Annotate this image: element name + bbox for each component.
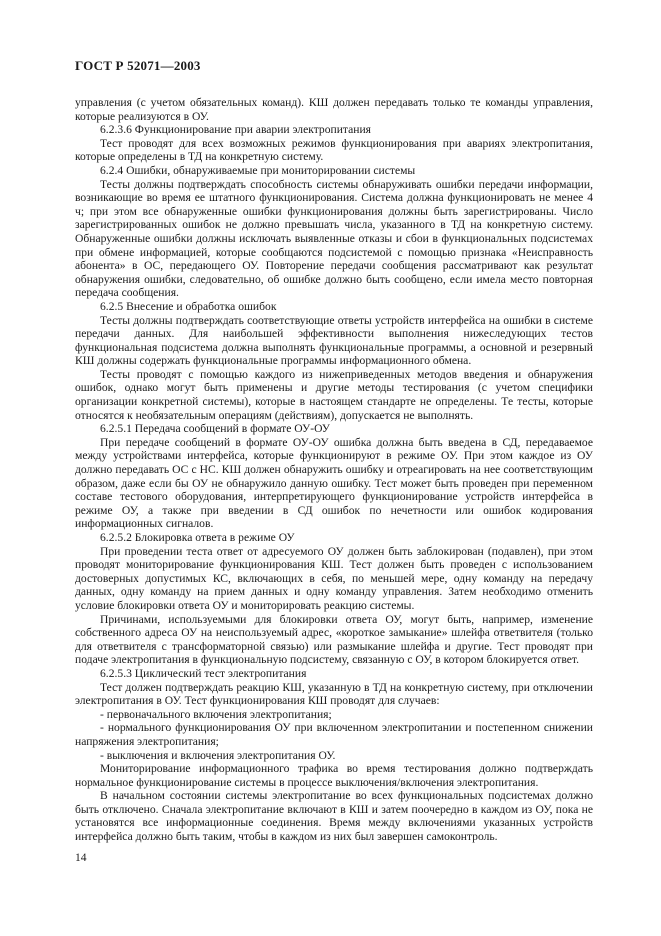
document-body bbox=[75, 96, 593, 844]
section-heading: 6.2.5.1 Передача сообщений в формате ОУ-ОУ bbox=[100, 422, 331, 436]
paragraph: Мониторирование информационного трафика во время тестирования должно подтверждать нормальное функционирование системы в процессе выключения/включения электропитания. bbox=[75, 762, 593, 789]
section-heading: 6.2.5.2 Блокировка ответа в режиме ОУ bbox=[100, 531, 295, 544]
list-item: - выключения и включения электропитания ОУ. bbox=[100, 748, 336, 762]
paragraph: управления (с учетом обязательных команд). КШ должен передавать только те команды управления, которые реализуются в ОУ. bbox=[75, 96, 593, 123]
section-heading: 6.2.3.6 Функционирование при аварии электропитания bbox=[100, 123, 372, 137]
paragraph: Тест должен подтверждать реакцию КШ, указанную в ТД на конкретную систему, при отключении электропитания в ОУ. Тест функционирования КШ проводят для случаев: bbox=[75, 680, 593, 708]
section-heading: 6.2.4 Ошибки, обнаруживаемые при мониторировании системы bbox=[100, 163, 416, 177]
paragraph: Тесты должны подтверждать способность системы обнаруживать ошибки передачи информации, возникающие во время ее штатного функционирования. Система должна функционировать не менее 4 ч; при этом все обнаруженные ошибки функционирования должны быть зарегистрированы. Число зарегистрированных ошибок не должно превышать числа, указанного в ТД на конкретную систему. Обнаруженные ошибки должны исключать выявленные отказы и сбои в функциональных подсистемах при обмене информацией, которые сообщаются подсистемой с помощью признака «Неисправность абонента» в ОС, передающего ОУ. Повторение передачи сообщения рассматривают как результат обнаружения ошибки, следовательно, об ошибке должно быть сообщено, если имела место повторная передача сообщения. bbox=[75, 177, 593, 300]
paragraph: Причинами, используемыми для блокировки ответа ОУ, могут быть, например, изменение собственного адреса ОУ на неиспользуемый адрес, «короткое замыкание» шлейфа ответвителя (только для ответвителя с трансформаторной связью) или размыкание шлейфа и другие. Тест проводят при подаче электропитания в функциональную подсистему, связанную с ОУ, в котором блокируется ответ. bbox=[75, 612, 593, 667]
paragraph: В начальном состоянии системы электропитание во всех функциональных подсистемах должно быть отключено. Сначала электропитание включают в КШ и затем поочередно в каждом из ОУ, пока не установятся все информационные соединения. Время между включениями указанных устройств интерфейса должно быть таким, чтобы в каждом из них был завершен самоконтроль. bbox=[75, 789, 593, 844]
page-number: 14 bbox=[75, 851, 87, 864]
paragraph: При проведении теста ответ от адресуемого ОУ должен быть заблокирован (подавлен), при этом проводят мониторирование функционирования КШ. Тест должен быть проведен с использованием достоверных допустимых КС, включающих в себя, по меньшей мере, одну команду на передачу данных, одну команду на прием данных и одну команду управления. Затем необходимо отменить условие блокировки ответа ОУ и мониторировать реакцию системы. bbox=[75, 544, 593, 612]
page-header: ГОСТ Р 52071—2003 bbox=[75, 58, 201, 73]
paragraph: Тесты должны подтверждать соответствующие ответы устройств интерфейса на ошибки в системе передачи данных. Для наибольшей эффективности выполнения нижеследующих тестов функциональная подсистема должна выполнять функциональные программы, а основной и резервный КШ должны содержать функциональные программы информационного обмена. bbox=[75, 313, 593, 368]
paragraph: При передаче сообщений в формате ОУ-ОУ ошибка должна быть введена в СД, передаваемое между устройствами интерфейса, которые функционируют в режиме ОУ. При этом каждое из ОУ должно передавать ОС с НС. КШ должен обнаружить ошибку и отреагировать на нее соответствующим образом, даже если бы ОУ не обнаружило данную ошибку. Тест может быть проведен при переменном составе тестового оборудования, интерпретирующего функционирование устройств интерфейса в режиме ОУ, а также при введении в СД ошибок по нечетности или ошибок кодирования информационных сигналов. bbox=[75, 435, 593, 531]
section-heading: 6.2.5.3 Циклический тест электропитания bbox=[100, 666, 307, 680]
paragraph: Тест проводят для всех возможных режимов функционирования при авариях электропитания, которые определены в ТД на конкретную систему. bbox=[75, 136, 593, 164]
paragraph: Тесты проводят с помощью каждого из нижеприведенных методов введения и обнаружения ошибок, однако могут быть применены и другие методы тестирования (с учетом специфики организации конкретной системы), которые в настоящем стандарте не определены. Те тесты, которые относятся к необязательным операциям (действиям), допускается не выполнять. bbox=[75, 367, 593, 422]
list-item: - нормального функционирования ОУ при включенном электропитании и постепенном снижении напряжения электропитания; bbox=[75, 721, 593, 748]
list-item: - первоначального включения электропитания; bbox=[100, 707, 332, 721]
section-heading: 6.2.5 Внесение и обработка ошибок bbox=[100, 299, 277, 313]
